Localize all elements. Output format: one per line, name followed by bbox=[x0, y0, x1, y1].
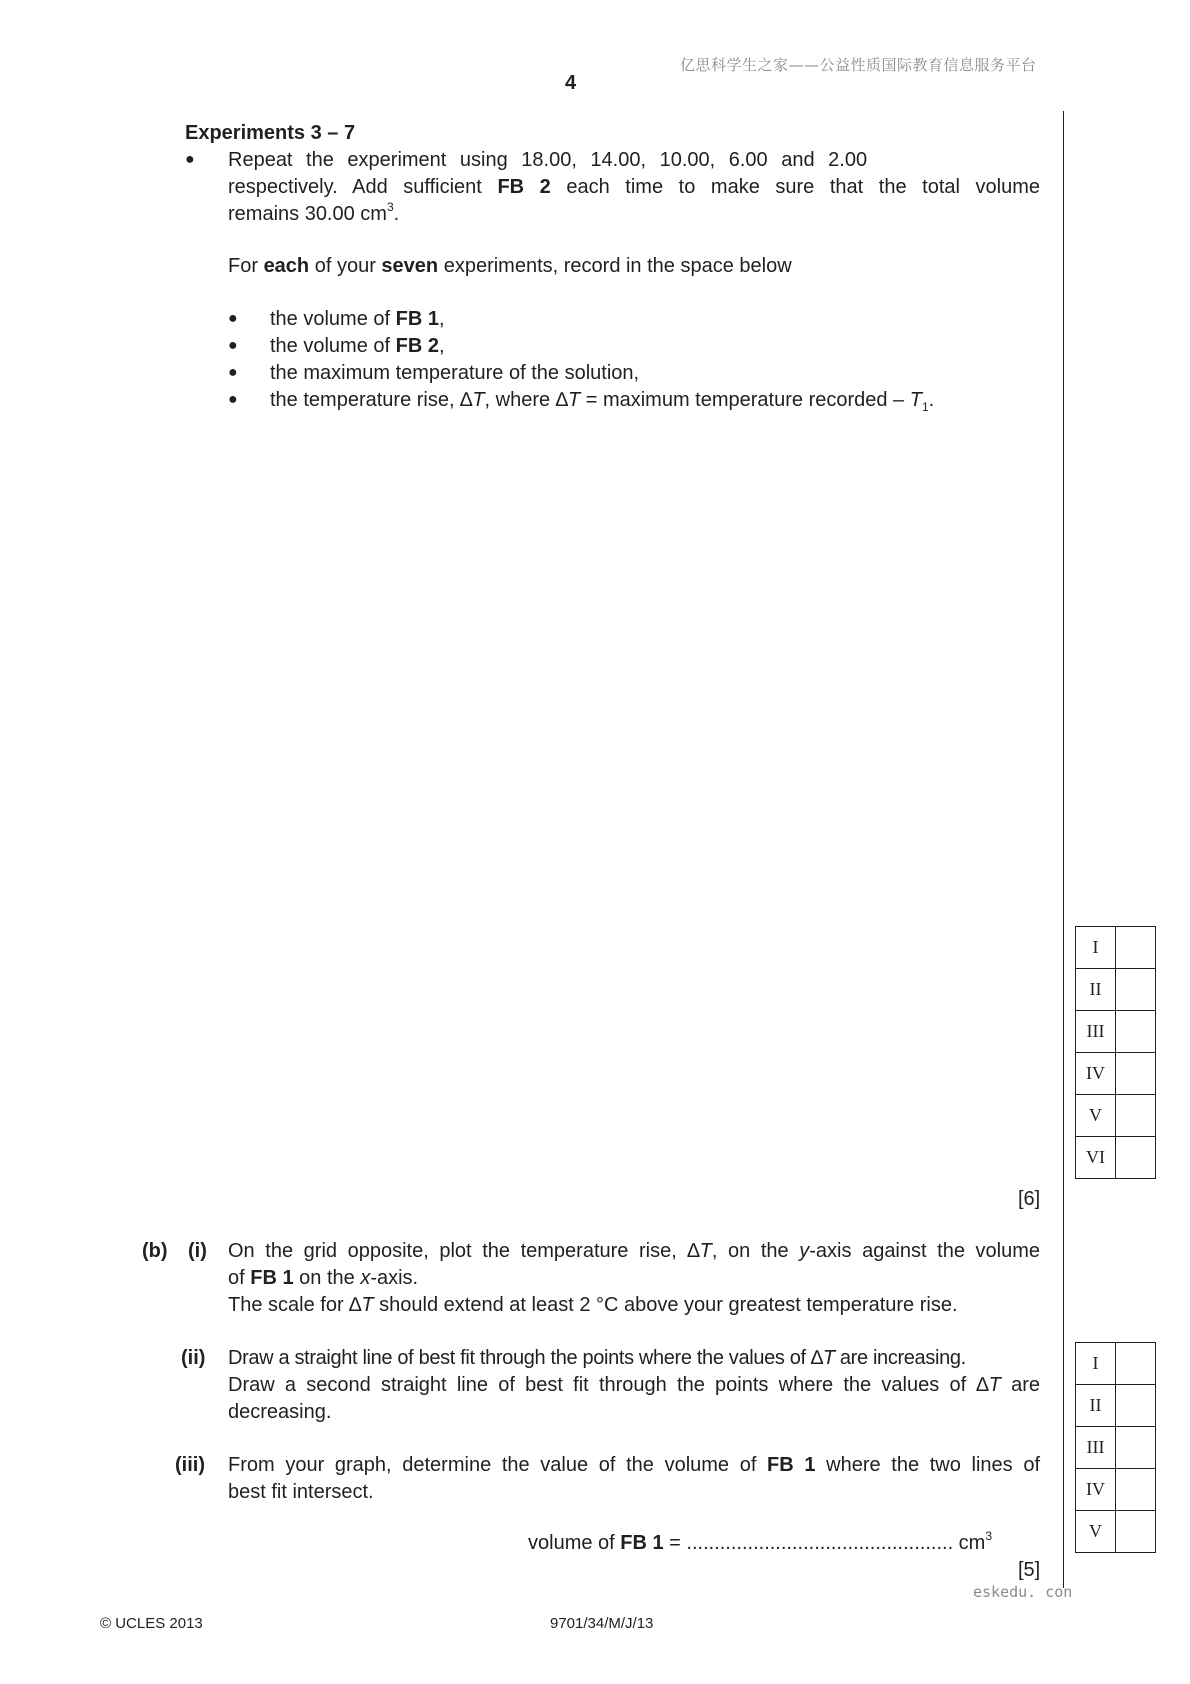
mark-label: IV bbox=[1076, 1053, 1116, 1095]
mark-cell bbox=[1116, 1343, 1156, 1385]
mark-label: III bbox=[1076, 1011, 1116, 1053]
part-b-ii-label: (ii) bbox=[181, 1347, 206, 1369]
b-i-line-2: of FB 1 on the x-axis. bbox=[228, 1267, 419, 1289]
page-number: 4 bbox=[565, 72, 577, 94]
marks-total-b: [5] bbox=[1018, 1559, 1041, 1581]
repeat-instruction bbox=[228, 147, 1040, 228]
marks-box-a bbox=[1075, 926, 1156, 1179]
b-ii-line-3: decreasing. bbox=[228, 1401, 332, 1423]
bullet-icon: ● bbox=[228, 391, 238, 408]
b-iii-line-2: best fit intersect. bbox=[228, 1481, 374, 1503]
marks-total-a: [6] bbox=[1018, 1188, 1041, 1210]
repeat-line-2: respectively. Add sufficient FB 2 each time to make sure that the total volume bbox=[228, 176, 1041, 198]
part-b-iii-label: (iii) bbox=[175, 1454, 205, 1476]
bullet-icon: ● bbox=[228, 310, 238, 327]
mark-cell bbox=[1116, 969, 1156, 1011]
mark-label: IV bbox=[1076, 1469, 1116, 1511]
mark-cell bbox=[1116, 1095, 1156, 1137]
part-b-label: (b) bbox=[142, 1240, 168, 1262]
record-item-temp-rise: the temperature rise, ∆T, where ∆T = maximum temperature recorded – $T_1$. bbox=[270, 389, 935, 414]
part-b-i-label: (i) bbox=[188, 1240, 207, 1262]
mark-label: V bbox=[1076, 1095, 1116, 1137]
mark-cell bbox=[1116, 1385, 1156, 1427]
mark-label: V bbox=[1076, 1511, 1116, 1553]
part-b-iii-text bbox=[228, 1452, 1040, 1506]
mark-cell bbox=[1116, 1011, 1156, 1053]
bullet-icon: ● bbox=[185, 151, 195, 168]
mark-cell bbox=[1116, 927, 1156, 969]
record-instruction: For each of your seven experiments, record in the space below bbox=[228, 255, 792, 277]
record-item-max-temp: the maximum temperature of the solution, bbox=[270, 362, 640, 384]
mark-label: I bbox=[1076, 927, 1116, 969]
bullet-icon: ● bbox=[228, 337, 238, 354]
mark-label: I bbox=[1076, 1343, 1116, 1385]
record-item-fb1: the volume of FB 1, bbox=[270, 308, 445, 330]
mark-cell bbox=[1116, 1469, 1156, 1511]
mark-cell bbox=[1116, 1053, 1156, 1095]
answer-line-volume-fb1: volume of FB 1 = ................................................ $cm^3$ bbox=[528, 1529, 993, 1554]
eskedu-watermark: eskedu. con bbox=[973, 1583, 1073, 1601]
b-i-line-3: The scale for ∆T should extend at least 2 °C above your greatest temperature rise. bbox=[228, 1294, 958, 1316]
experiments-heading: Experiments 3 – 7 bbox=[185, 122, 356, 144]
part-b-ii-text bbox=[228, 1345, 1040, 1426]
mark-label: VI bbox=[1076, 1137, 1116, 1179]
repeat-line-1: Repeat the experiment using 18.00, 14.00, 10.00, 6.00 and 2.00 bbox=[228, 149, 868, 171]
header-watermark: 亿思科学生之家——公益性质国际教育信息服务平台 bbox=[680, 56, 1037, 74]
b-ii-line-2: Draw a second straight line of best fit through the points where the values of ∆T are bbox=[228, 1374, 1040, 1396]
b-i-line-1: On the grid opposite, plot the temperature rise, ∆T, on the y-axis against the volume bbox=[228, 1240, 1041, 1262]
mark-label: II bbox=[1076, 969, 1116, 1011]
margin-rule bbox=[1063, 111, 1064, 1588]
bullet-icon: ● bbox=[228, 364, 238, 381]
part-b-i-text bbox=[228, 1238, 1040, 1319]
mark-label: II bbox=[1076, 1385, 1116, 1427]
mark-cell bbox=[1116, 1511, 1156, 1553]
b-iii-line-1: From your graph, determine the value of the volume of FB 1 where the two lines of bbox=[228, 1454, 1041, 1476]
marks-box-b bbox=[1075, 1342, 1156, 1553]
mark-label: III bbox=[1076, 1427, 1116, 1469]
record-item-fb2: the volume of FB 2, bbox=[270, 335, 445, 357]
copyright: © UCLES 2013 bbox=[100, 1615, 203, 1632]
paper-code: 9701/34/M/J/13 bbox=[550, 1615, 654, 1632]
mark-cell bbox=[1116, 1427, 1156, 1469]
repeat-line-3: remains 30.00 $cm^3$. bbox=[228, 200, 400, 225]
mark-cell bbox=[1116, 1137, 1156, 1179]
b-ii-line-1: Draw a straight line of best fit through the points where the values of ∆T are increasing. bbox=[228, 1347, 966, 1369]
